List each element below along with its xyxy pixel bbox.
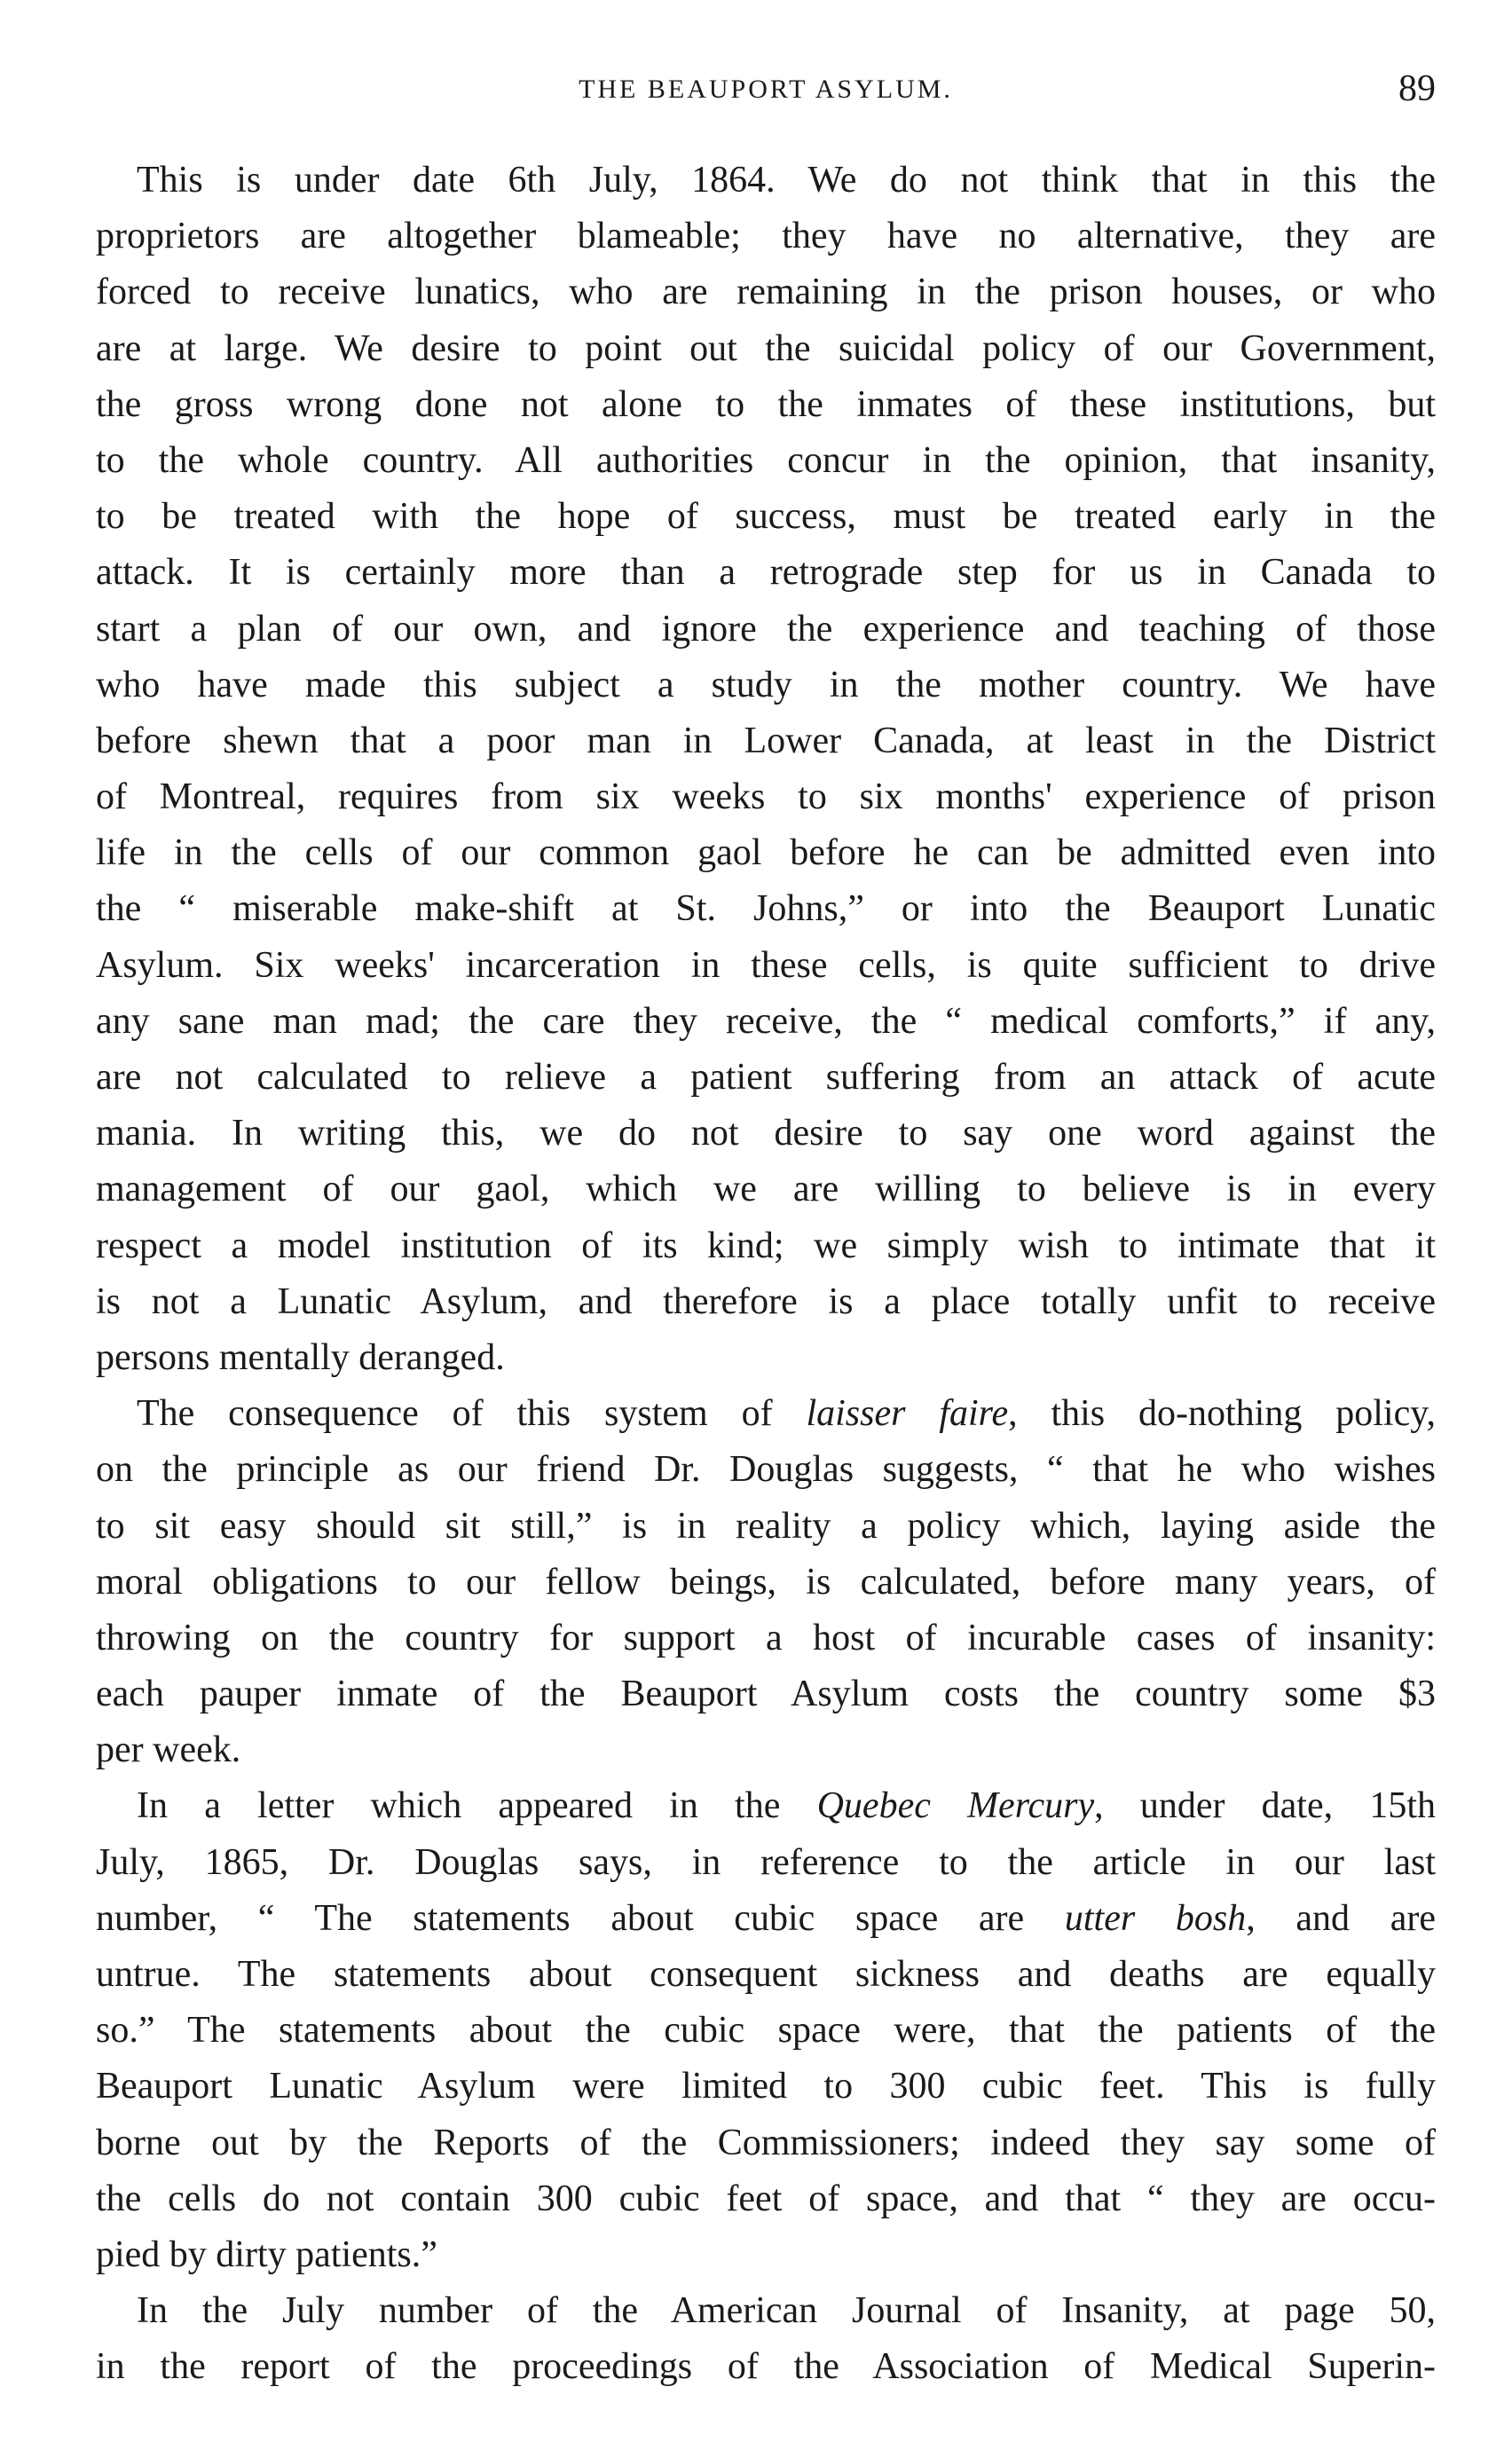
text-line: life in the cells of our common gaol before he can be admitted even into	[96, 832, 1436, 874]
running-title: THE BEAUPORT ASYLUM.	[579, 75, 953, 104]
page-number: 89	[1398, 68, 1436, 109]
text-line: before shewn that a poor man in Lower Canada, at least in the District	[96, 720, 1436, 761]
text-line: in the report of the proceedings of the Association of Medical Superin-	[96, 2346, 1436, 2388]
text-run: , under date, 15th	[1094, 1785, 1436, 1827]
text-line: untrue. The statements about consequent sickness and deaths are equally	[96, 1954, 1436, 1995]
text-line: so.” The statements about the cubic space were, that the patients of the	[96, 2010, 1436, 2052]
text-line	[96, 1386, 1436, 1442]
text-run: , this do-nothing policy,	[1008, 1393, 1436, 1435]
text-line: respect a model institution of its kind; we simply wish to intimate that it	[96, 1225, 1436, 1266]
text-line: July, 1865, Dr. Douglas says, in reference to the article in our last	[96, 1841, 1436, 1883]
text-line: mania. In writing this, we do not desire to say one word against the	[96, 1113, 1436, 1154]
text-line: are not calculated to relieve a patient suffering from an attack of acute	[96, 1057, 1436, 1098]
text-line: the “ miserable make-shift at St. Johns,” or into the Beauport Lunatic	[96, 888, 1436, 930]
page-header	[96, 67, 1436, 121]
text-line: who have made this subject a study in the mother country. We have	[96, 664, 1436, 705]
italic-phrase: utter bosh	[1064, 1897, 1247, 1939]
text-line: Asylum. Six weeks' incarceration in these cells, is quite sufficient to drive	[96, 944, 1436, 986]
italic-phrase: Quebec Mercury	[816, 1785, 1095, 1827]
text-line: This is under date 6th July, 1864. We do not think that in this the	[137, 160, 1436, 201]
text-run: , and are	[1246, 1897, 1436, 1939]
text-line: per week.	[96, 1729, 241, 1771]
text-line: of Montreal, requires from six weeks to six months' experience of prison	[96, 776, 1436, 818]
text-line	[96, 1891, 1436, 1947]
text-line: attack. It is certainly more than a retrograde step for us in Canada to	[96, 552, 1436, 594]
text-line: to be treated with the hope of success, must be treated early in the	[96, 496, 1436, 538]
text-line: are at large. We desire to point out the suicidal policy of our Government,	[96, 327, 1436, 369]
text-line: persons mentally deranged.	[96, 1336, 505, 1378]
text-line: forced to receive lunatics, who are remaining in the prison houses, or who	[96, 272, 1436, 313]
text-line: on the principle as our friend Dr. Douglas suggests, “ that he who wishes	[96, 1449, 1436, 1491]
text-run: number, “ The statements about cubic space are	[96, 1897, 1065, 1939]
body-text	[96, 153, 1436, 2396]
text-line: proprietors are altogether blameable; they have no alternative, they are	[96, 216, 1436, 257]
text-line: moral obligations to our fellow beings, is calculated, before many years, of	[96, 1561, 1436, 1603]
text-line: is not a Lunatic Asylum, and therefore is a place totally unfit to receive	[96, 1280, 1436, 1322]
text-line: management of our gaol, which we are willing to believe is in every	[96, 1169, 1436, 1210]
text-line: to sit easy should sit still,” is in reality a policy which, laying aside the	[96, 1505, 1436, 1547]
text-line: Beauport Lunatic Asylum were limited to 300 cubic feet. This is fully	[96, 2066, 1436, 2107]
text-line: borne out by the Reports of the Commissioners; indeed they say some of	[96, 2122, 1436, 2163]
text-line	[96, 1778, 1436, 1834]
text-line: each pauper inmate of the Beauport Asylum costs the country some $3	[96, 1674, 1436, 1715]
text-line: pied by dirty patients.”	[96, 2233, 437, 2275]
text-line: In the July number of the American Journal of Insanity, at page 50,	[137, 2290, 1436, 2332]
italic-phrase: laisser faire	[806, 1393, 1009, 1435]
text-line: start a plan of our own, and ignore the experience and teaching of those	[96, 608, 1436, 650]
text-line: throwing on the country for support a host of incurable cases of insanity:	[96, 1617, 1436, 1658]
text-line: any sane man mad; the care they receive, the “ medical comforts,” if any,	[96, 1000, 1436, 1042]
text-line: to the whole country. All authorities concur in the opinion, that insanity,	[96, 439, 1436, 481]
text-line: the gross wrong done not alone to the inmates of these institutions, but	[96, 383, 1436, 425]
text-line: the cells do not contain 300 cubic feet of space, and that “ they are occu-	[96, 2178, 1436, 2219]
text-run: In a letter which appeared in the	[137, 1785, 817, 1827]
text-run: The consequence of this system of	[137, 1393, 807, 1435]
